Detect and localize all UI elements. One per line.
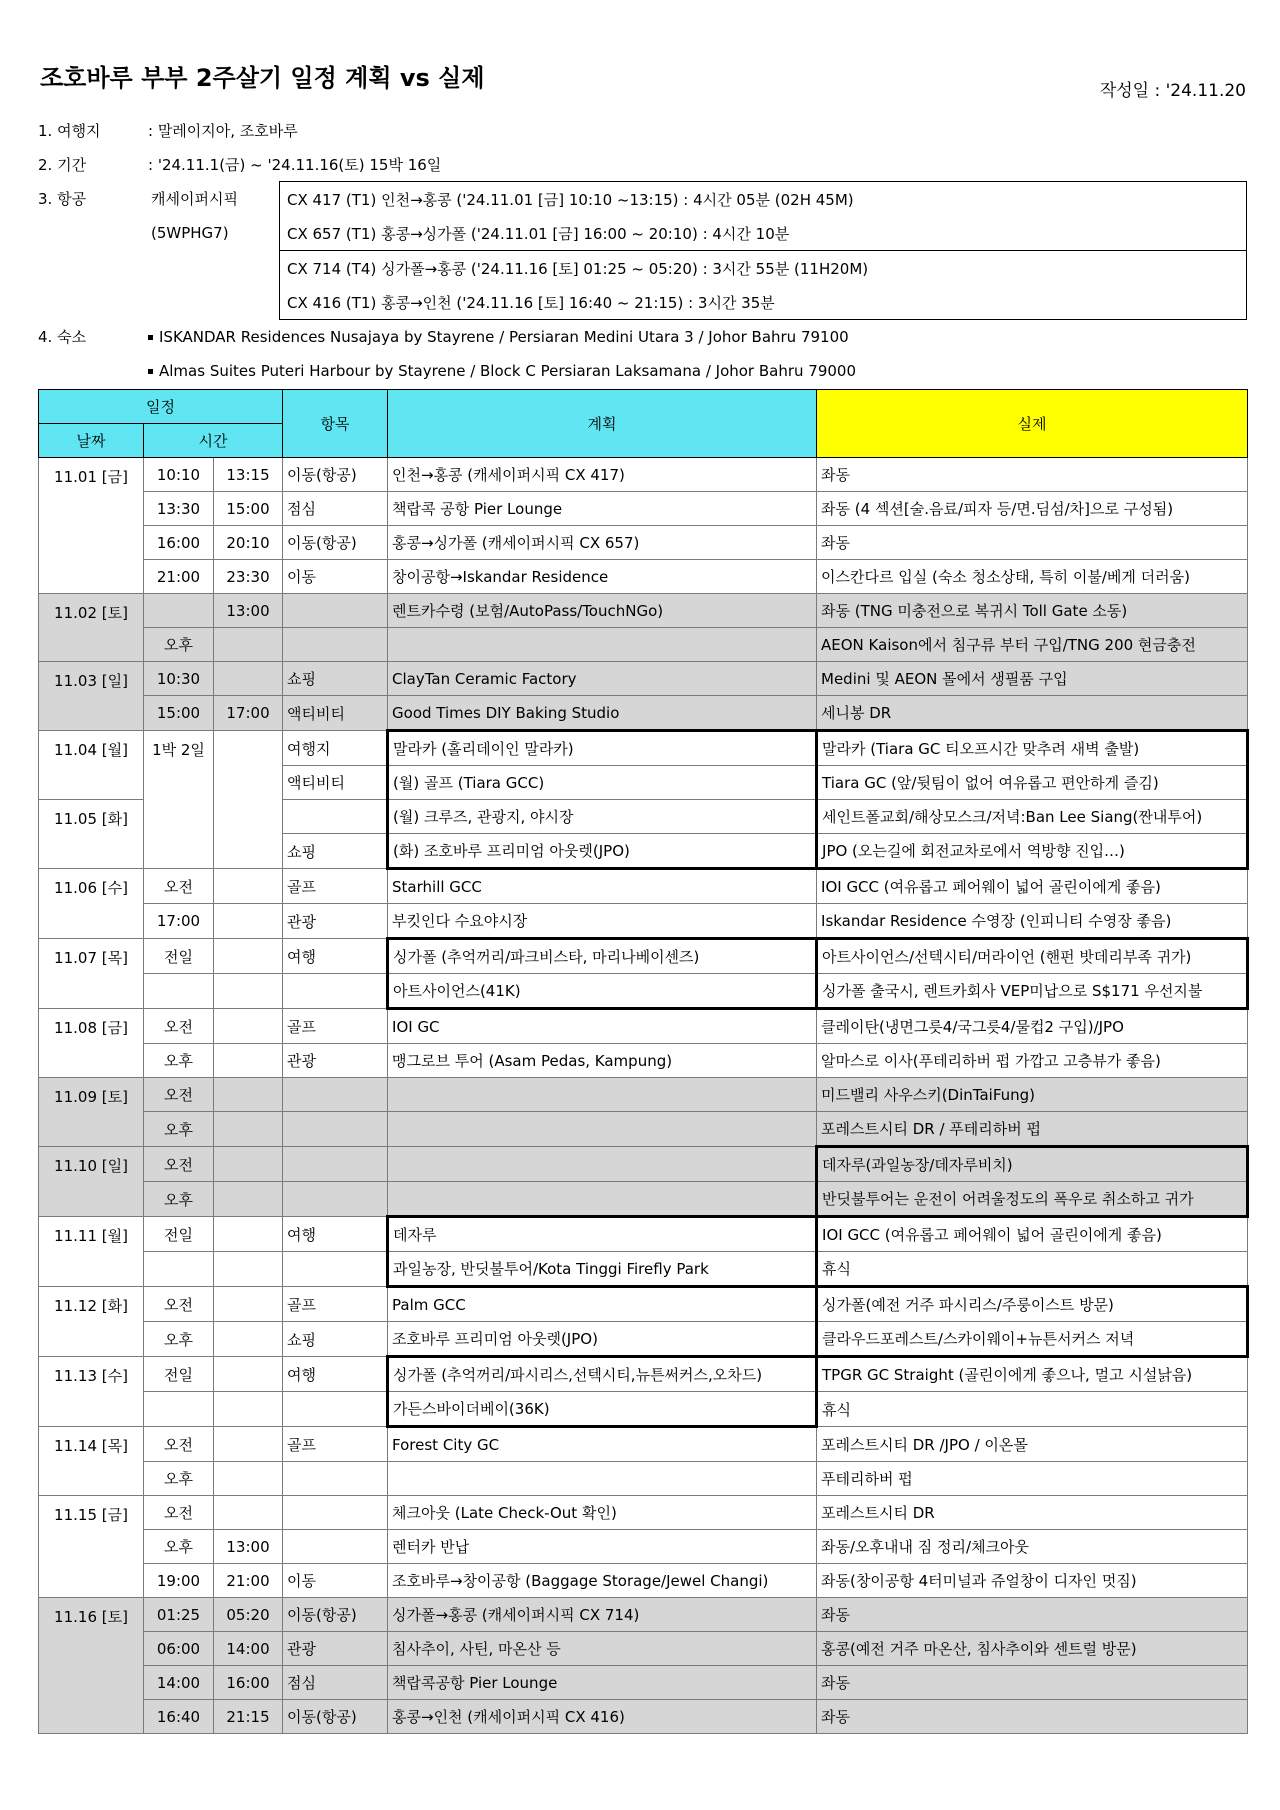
cell-plan: Starhill GCC bbox=[388, 869, 817, 904]
cell-start-time: 오전 bbox=[144, 1009, 214, 1044]
cell-end-time: 15:00 bbox=[214, 492, 283, 526]
table-row bbox=[39, 1427, 1248, 1462]
cell-end-time bbox=[214, 1112, 283, 1147]
table-row bbox=[39, 1632, 1248, 1666]
cell-category: 골프 bbox=[283, 1009, 388, 1044]
cell-start-time: 01:25 bbox=[144, 1598, 214, 1632]
table-row bbox=[39, 1530, 1248, 1564]
cell-plan bbox=[388, 1147, 817, 1182]
cell-start-time: 오후 bbox=[144, 1044, 214, 1078]
info-label: 1. 여행지 bbox=[38, 122, 101, 140]
cell-category bbox=[283, 1496, 388, 1530]
cell-plan: 체크아웃 (Late Check-Out 확인) bbox=[388, 1496, 817, 1530]
cell-category: 쇼핑 bbox=[283, 834, 388, 869]
cell-actual: 포레스트시티 DR / 푸테리하버 펍 bbox=[817, 1112, 1248, 1147]
cell-start-time bbox=[144, 974, 214, 1009]
cell-start-time: 오후 bbox=[144, 1322, 214, 1357]
table-row bbox=[39, 526, 1248, 560]
cell-actual: 데자루(과일농장/데자루비치) bbox=[817, 1147, 1248, 1182]
cell-plan: 싱가폴 (추억꺼리/파시리스,선텍시티,뉴튼써커스,오차드) bbox=[388, 1357, 817, 1392]
cell-plan: 아트사이언스(41K) bbox=[388, 974, 817, 1009]
cell-category: 액티비티 bbox=[283, 696, 388, 731]
cell-plan: 말라카 (홀리데이인 말라카) bbox=[388, 731, 817, 766]
cell-category: 쇼핑 bbox=[283, 1322, 388, 1357]
table-row bbox=[39, 1462, 1248, 1496]
cell-date: 11.04 [월] bbox=[39, 731, 144, 800]
cell-category: 이동(항공) bbox=[283, 526, 388, 560]
cell-category bbox=[283, 1392, 388, 1427]
table-row bbox=[39, 1322, 1248, 1357]
cell-start-time: 1박 2일 bbox=[144, 731, 214, 869]
table-row bbox=[39, 1287, 1248, 1322]
table-row bbox=[39, 1598, 1248, 1632]
cell-end-time bbox=[214, 628, 283, 662]
cell-actual: 좌동 bbox=[817, 1666, 1248, 1700]
header-time: 시간 bbox=[144, 424, 283, 458]
cell-start-time: 오후 bbox=[144, 1182, 214, 1217]
cell-end-time bbox=[214, 731, 283, 869]
cell-start-time: 오전 bbox=[144, 1078, 214, 1112]
table-row bbox=[39, 869, 1248, 904]
cell-category bbox=[283, 628, 388, 662]
cell-end-time bbox=[214, 974, 283, 1009]
cell-category: 쇼핑 bbox=[283, 662, 388, 696]
table-row bbox=[39, 1217, 1248, 1252]
cell-actual: 좌동(창이공항 4터미널과 쥬얼창이 디자인 멋짐) bbox=[817, 1564, 1248, 1598]
flight-leg: CX 416 (T1) 홍콩→인천 ('24.11.16 [토] 16:40 ~ 21:15) : 3시간 35분 bbox=[280, 285, 1247, 320]
cell-plan: 과일농장, 반딧불투어/Kota Tinggi Firefly Park bbox=[388, 1252, 817, 1287]
cell-date: 11.13 [수] bbox=[39, 1357, 144, 1427]
cell-start-time: 오후 bbox=[144, 1112, 214, 1147]
cell-actual: Medini 및 AEON 몰에서 생필품 구입 bbox=[817, 662, 1248, 696]
cell-plan: (월) 골프 (Tiara GCC) bbox=[388, 766, 817, 800]
cell-end-time bbox=[214, 1217, 283, 1252]
cell-plan: 맹그로브 투어 (Asam Pedas, Kampung) bbox=[388, 1044, 817, 1078]
cell-actual: 좌동 bbox=[817, 458, 1248, 492]
cell-plan: 부킷인다 수요야시장 bbox=[388, 904, 817, 939]
cell-end-time bbox=[214, 1357, 283, 1392]
cell-start-time: 19:00 bbox=[144, 1564, 214, 1598]
cell-plan: Good Times DIY Baking Studio bbox=[388, 696, 817, 731]
cell-category: 이동(항공) bbox=[283, 458, 388, 492]
booking-code: (5WPHG7) bbox=[144, 216, 280, 251]
cell-plan: Forest City GC bbox=[388, 1427, 817, 1462]
cell-plan: 침사추이, 사틴, 마온산 등 bbox=[388, 1632, 817, 1666]
cell-date: 11.07 [목] bbox=[39, 939, 144, 1009]
cell-category: 이동 bbox=[283, 560, 388, 594]
cell-end-time bbox=[214, 1287, 283, 1322]
cell-actual: 휴식 bbox=[817, 1252, 1248, 1287]
table-row bbox=[39, 1009, 1248, 1044]
table-row bbox=[39, 731, 1248, 766]
cell-actual: 좌동 (TNG 미충전으로 복귀시 Toll Gate 소동) bbox=[817, 594, 1248, 628]
cell-plan: 홍콩→싱가폴 (캐세이퍼시픽 CX 657) bbox=[388, 526, 817, 560]
cell-plan: IOI GC bbox=[388, 1009, 817, 1044]
cell-actual: 싱가폴(예전 거주 파시리스/주룽이스트 방문) bbox=[817, 1287, 1248, 1322]
info-label: 3. 항공 bbox=[38, 190, 87, 208]
cell-actual: 홍콩(예전 거주 마온산, 침사추이와 센트럴 방문) bbox=[817, 1632, 1248, 1666]
table-row bbox=[39, 1112, 1248, 1147]
cell-start-time: 16:00 bbox=[144, 526, 214, 560]
flight-leg: CX 417 (T1) 인천→홍콩 ('24.11.01 [금] 10:10 ~13:15) : 4시간 05분 (02H 45M) bbox=[280, 182, 1247, 217]
cell-plan bbox=[388, 1182, 817, 1217]
header-actual: 실제 bbox=[817, 390, 1248, 458]
table-row bbox=[39, 662, 1248, 696]
lodging-text: Almas Suites Puteri Harbour by Stayrene / Block C Persiaran Laksamana / Johor Bahru 79000 bbox=[159, 362, 857, 380]
cell-end-time bbox=[214, 1009, 283, 1044]
cell-start-time: 16:40 bbox=[144, 1700, 214, 1734]
cell-start-time: 오전 bbox=[144, 869, 214, 904]
cell-end-time: 21:15 bbox=[214, 1700, 283, 1734]
cell-start-time: 오전 bbox=[144, 1496, 214, 1530]
table-row bbox=[39, 1496, 1248, 1530]
cell-category: 이동 bbox=[283, 1564, 388, 1598]
cell-actual: 알마스로 이사(푸테리하버 펍 가깝고 고층뷰가 좋음) bbox=[817, 1044, 1248, 1078]
bullet-icon bbox=[148, 335, 153, 340]
cell-date: 11.03 [일] bbox=[39, 662, 144, 731]
cell-end-time: 17:00 bbox=[214, 696, 283, 731]
cell-plan: 싱가폴→홍콩 (캐세이퍼시픽 CX 714) bbox=[388, 1598, 817, 1632]
flight-leg: CX 714 (T4) 싱가폴→홍콩 ('24.11.16 [토] 01:25 ~ 05:20) : 3시간 55분 (11H20M) bbox=[280, 251, 1247, 286]
cell-plan: 책랍콕 공항 Pier Lounge bbox=[388, 492, 817, 526]
cell-start-time: 13:30 bbox=[144, 492, 214, 526]
cell-end-time bbox=[214, 1147, 283, 1182]
cell-category: 관광 bbox=[283, 1632, 388, 1666]
cell-end-time bbox=[214, 1427, 283, 1462]
lodging-text: ISKANDAR Residences Nusajaya by Stayrene / Persiaran Medini Utara 3 / Johor Bahru 79100 bbox=[159, 328, 849, 346]
table-row bbox=[39, 904, 1248, 939]
cell-end-time: 16:00 bbox=[214, 1666, 283, 1700]
cell-end-time bbox=[214, 1252, 283, 1287]
cell-plan: 책랍콕공항 Pier Lounge bbox=[388, 1666, 817, 1700]
cell-date: 11.01 [금] bbox=[39, 458, 144, 594]
cell-end-time: 05:20 bbox=[214, 1598, 283, 1632]
table-row bbox=[39, 628, 1248, 662]
cell-category bbox=[283, 594, 388, 628]
cell-end-time: 21:00 bbox=[214, 1564, 283, 1598]
cell-start-time: 14:00 bbox=[144, 1666, 214, 1700]
cell-actual: 좌동 bbox=[817, 526, 1248, 560]
table-row bbox=[39, 974, 1248, 1009]
table-row bbox=[39, 1044, 1248, 1078]
cell-category: 이동(항공) bbox=[283, 1700, 388, 1734]
table-row bbox=[39, 1252, 1248, 1287]
cell-actual: 말라카 (Tiara GC 티오프시간 맞추려 새벽 출발) bbox=[817, 731, 1248, 766]
table-row bbox=[39, 939, 1248, 974]
table-row bbox=[39, 1182, 1248, 1217]
cell-actual: 아트사이언스/선텍시티/머라이언 (핸펀 밧데리부족 귀가) bbox=[817, 939, 1248, 974]
cell-category: 골프 bbox=[283, 1287, 388, 1322]
schedule-table bbox=[38, 389, 1249, 1734]
cell-start-time: 10:10 bbox=[144, 458, 214, 492]
cell-start-time bbox=[144, 1252, 214, 1287]
cell-category bbox=[283, 1078, 388, 1112]
cell-date: 11.11 [월] bbox=[39, 1217, 144, 1287]
cell-end-time: 13:00 bbox=[214, 1530, 283, 1564]
table-row bbox=[39, 696, 1248, 731]
cell-date: 11.02 [토] bbox=[39, 594, 144, 662]
flight-leg: CX 657 (T1) 홍콩→싱가폴 ('24.11.01 [금] 16:00 ~ 20:10) : 4시간 10분 bbox=[280, 216, 1247, 251]
cell-date: 11.16 [토] bbox=[39, 1598, 144, 1734]
info-value: : 말레이지아, 조호바루 bbox=[148, 122, 298, 140]
cell-start-time: 오후 bbox=[144, 1530, 214, 1564]
cell-category: 여행 bbox=[283, 1217, 388, 1252]
cell-category: 이동(항공) bbox=[283, 1598, 388, 1632]
cell-date: 11.09 [토] bbox=[39, 1078, 144, 1147]
cell-actual: IOI GCC (여유롭고 페어웨이 넓어 골린이에게 좋음) bbox=[817, 869, 1248, 904]
cell-category: 골프 bbox=[283, 1427, 388, 1462]
cell-end-time bbox=[214, 939, 283, 974]
cell-actual: 세니봉 DR bbox=[817, 696, 1248, 731]
cell-category bbox=[283, 800, 388, 834]
cell-category: 관광 bbox=[283, 1044, 388, 1078]
info-value: : '24.11.1(금) ~ '24.11.16(토) 15박 16일 bbox=[148, 156, 442, 174]
cell-end-time: 23:30 bbox=[214, 560, 283, 594]
table-row bbox=[39, 1147, 1248, 1182]
cell-start-time: 오후 bbox=[144, 628, 214, 662]
cell-actual: 미드밸리 사우스키(DinTaiFung) bbox=[817, 1078, 1248, 1112]
cell-date: 11.08 [금] bbox=[39, 1009, 144, 1078]
lodging-item bbox=[148, 361, 856, 381]
cell-actual: 이스칸다르 입실 (숙소 청소상태, 특히 이불/베게 더러움) bbox=[817, 560, 1248, 594]
cell-date: 11.05 [화] bbox=[39, 800, 144, 869]
cell-actual: Iskandar Residence 수영장 (인피니티 수영장 좋음) bbox=[817, 904, 1248, 939]
cell-actual: 세인트폴교회/해상모스크/저녁:Ban Lee Siang(짠내투어) bbox=[817, 800, 1248, 834]
cell-category bbox=[283, 974, 388, 1009]
cell-start-time: 15:00 bbox=[144, 696, 214, 731]
cell-plan: 렌터카 반납 bbox=[388, 1530, 817, 1564]
cell-plan: (월) 크루즈, 관광지, 야시장 bbox=[388, 800, 817, 834]
cell-actual: 포레스트시티 DR bbox=[817, 1496, 1248, 1530]
cell-end-time bbox=[214, 1078, 283, 1112]
cell-end-time bbox=[214, 1044, 283, 1078]
bullet-icon bbox=[148, 369, 153, 374]
cell-actual: 휴식 bbox=[817, 1392, 1248, 1427]
cell-plan bbox=[388, 628, 817, 662]
cell-plan: 데자루 bbox=[388, 1217, 817, 1252]
cell-plan: Palm GCC bbox=[388, 1287, 817, 1322]
cell-end-time bbox=[214, 1392, 283, 1427]
cell-plan: 조호바루 프리미엄 아웃렛(JPO) bbox=[388, 1322, 817, 1357]
cell-category: 여행 bbox=[283, 1357, 388, 1392]
cell-plan: 렌트카수령 (보험/AutoPass/TouchNGo) bbox=[388, 594, 817, 628]
cell-category bbox=[283, 1147, 388, 1182]
cell-actual: 좌동 (4 섹션[술.음료/피자 등/면.딤섬/차]으로 구성됨) bbox=[817, 492, 1248, 526]
airline-cell-empty bbox=[144, 251, 280, 286]
cell-end-time bbox=[214, 904, 283, 939]
cell-category: 골프 bbox=[283, 869, 388, 904]
cell-actual: 푸테리하버 펍 bbox=[817, 1462, 1248, 1496]
cell-category: 점심 bbox=[283, 1666, 388, 1700]
cell-end-time bbox=[214, 1462, 283, 1496]
cell-category bbox=[283, 1182, 388, 1217]
cell-end-time: 20:10 bbox=[214, 526, 283, 560]
header-plan: 계획 bbox=[388, 390, 817, 458]
cell-end-time bbox=[214, 869, 283, 904]
cell-category: 점심 bbox=[283, 492, 388, 526]
created-date: 작성일 : '24.11.20 bbox=[1099, 81, 1246, 101]
cell-actual: 클레이탄(냉면그릇4/국그릇4/물컵2 구입)/JPO bbox=[817, 1009, 1248, 1044]
cell-actual: 반딧불투어는 운전이 어려울정도의 폭우로 취소하고 귀가 bbox=[817, 1182, 1248, 1217]
table-row bbox=[39, 1357, 1248, 1392]
table-row bbox=[39, 594, 1248, 628]
cell-actual: 클라우드포레스트/스카이웨이+뉴튼서커스 저녁 bbox=[817, 1322, 1248, 1357]
cell-plan: 싱가폴 (추억꺼리/파크비스타, 마리나베이센즈) bbox=[388, 939, 817, 974]
cell-actual: IOI GCC (여유롭고 페어웨이 넓어 골린이에게 좋음) bbox=[817, 1217, 1248, 1252]
info-label: 2. 기간 bbox=[38, 156, 87, 174]
cell-plan bbox=[388, 1078, 817, 1112]
cell-actual: 싱가폴 출국시, 렌트카회사 VEP미납으로 S$171 우선지불 bbox=[817, 974, 1248, 1009]
cell-actual: 좌동/오후내내 짐 정리/체크아웃 bbox=[817, 1530, 1248, 1564]
cell-start-time bbox=[144, 594, 214, 628]
cell-actual: 좌동 bbox=[817, 1700, 1248, 1734]
table-row bbox=[39, 560, 1248, 594]
header-date: 날짜 bbox=[39, 424, 144, 458]
table-row bbox=[39, 1700, 1248, 1734]
table-row bbox=[39, 1666, 1248, 1700]
info-label: 4. 숙소 bbox=[38, 328, 87, 346]
airline-cell-empty bbox=[144, 285, 280, 320]
cell-start-time: 06:00 bbox=[144, 1632, 214, 1666]
cell-actual: AEON Kaison에서 침구류 부터 구입/TNG 200 현금충전 bbox=[817, 628, 1248, 662]
cell-end-time: 14:00 bbox=[214, 1632, 283, 1666]
cell-start-time: 10:30 bbox=[144, 662, 214, 696]
cell-end-time bbox=[214, 1322, 283, 1357]
cell-end-time: 13:15 bbox=[214, 458, 283, 492]
table-row bbox=[39, 458, 1248, 492]
cell-start-time: 오전 bbox=[144, 1287, 214, 1322]
cell-actual: Tiara GC (앞/뒷팀이 없어 여유롭고 편안하게 즐김) bbox=[817, 766, 1248, 800]
cell-start-time: 21:00 bbox=[144, 560, 214, 594]
cell-category: 여행 bbox=[283, 939, 388, 974]
cell-actual: TPGR GC Straight (골린이에게 좋으나, 멀고 시설낡음) bbox=[817, 1357, 1248, 1392]
cell-plan: 조호바루→창이공항 (Baggage Storage/Jewel Changi) bbox=[388, 1564, 817, 1598]
flight-box bbox=[144, 181, 1247, 317]
lodging-item bbox=[148, 327, 849, 347]
page-title: 조호바루 부부 2주살기 일정 계획 vs 실제 bbox=[40, 64, 485, 92]
cell-date: 11.10 [일] bbox=[39, 1147, 144, 1217]
cell-plan: (화) 조호바루 프리미엄 아웃렛(JPO) bbox=[388, 834, 817, 869]
cell-start-time: 전일 bbox=[144, 939, 214, 974]
cell-date: 11.12 [화] bbox=[39, 1287, 144, 1357]
cell-category bbox=[283, 1530, 388, 1564]
cell-end-time bbox=[214, 662, 283, 696]
cell-plan: 인천→홍콩 (캐세이퍼시픽 CX 417) bbox=[388, 458, 817, 492]
cell-actual: JPO (오는길에 회전교차로에서 역방향 진입…) bbox=[817, 834, 1248, 869]
cell-end-time bbox=[214, 1182, 283, 1217]
table-row bbox=[39, 1564, 1248, 1598]
cell-end-time bbox=[214, 1496, 283, 1530]
cell-category bbox=[283, 1112, 388, 1147]
cell-start-time: 전일 bbox=[144, 1357, 214, 1392]
cell-plan: 홍콩→인천 (캐세이퍼시픽 CX 416) bbox=[388, 1700, 817, 1734]
cell-date: 11.14 [목] bbox=[39, 1427, 144, 1496]
cell-actual: 좌동 bbox=[817, 1598, 1248, 1632]
airline-name: 캐세이퍼시픽 bbox=[144, 182, 280, 217]
table-row bbox=[39, 1392, 1248, 1427]
cell-date: 11.15 [금] bbox=[39, 1496, 144, 1598]
cell-date: 11.06 [수] bbox=[39, 869, 144, 939]
schedule-body bbox=[39, 458, 1248, 1734]
cell-start-time: 전일 bbox=[144, 1217, 214, 1252]
cell-plan: 창이공항→Iskandar Residence bbox=[388, 560, 817, 594]
cell-end-time: 13:00 bbox=[214, 594, 283, 628]
cell-start-time: 오전 bbox=[144, 1147, 214, 1182]
cell-plan: 가든스바이더베이(36K) bbox=[388, 1392, 817, 1427]
header-schedule: 일정 bbox=[39, 390, 283, 424]
cell-category: 여행지 bbox=[283, 731, 388, 766]
table-row bbox=[39, 492, 1248, 526]
cell-category bbox=[283, 1462, 388, 1496]
cell-category bbox=[283, 1252, 388, 1287]
cell-plan: ClayTan Ceramic Factory bbox=[388, 662, 817, 696]
cell-start-time: 오전 bbox=[144, 1427, 214, 1462]
table-row bbox=[39, 1078, 1248, 1112]
cell-plan bbox=[388, 1462, 817, 1496]
cell-plan bbox=[388, 1112, 817, 1147]
cell-actual: 포레스트시티 DR /JPO / 이온몰 bbox=[817, 1427, 1248, 1462]
cell-category: 관광 bbox=[283, 904, 388, 939]
cell-category: 액티비티 bbox=[283, 766, 388, 800]
cell-start-time bbox=[144, 1392, 214, 1427]
cell-start-time: 17:00 bbox=[144, 904, 214, 939]
cell-start-time: 오후 bbox=[144, 1462, 214, 1496]
header-item: 항목 bbox=[283, 390, 388, 458]
